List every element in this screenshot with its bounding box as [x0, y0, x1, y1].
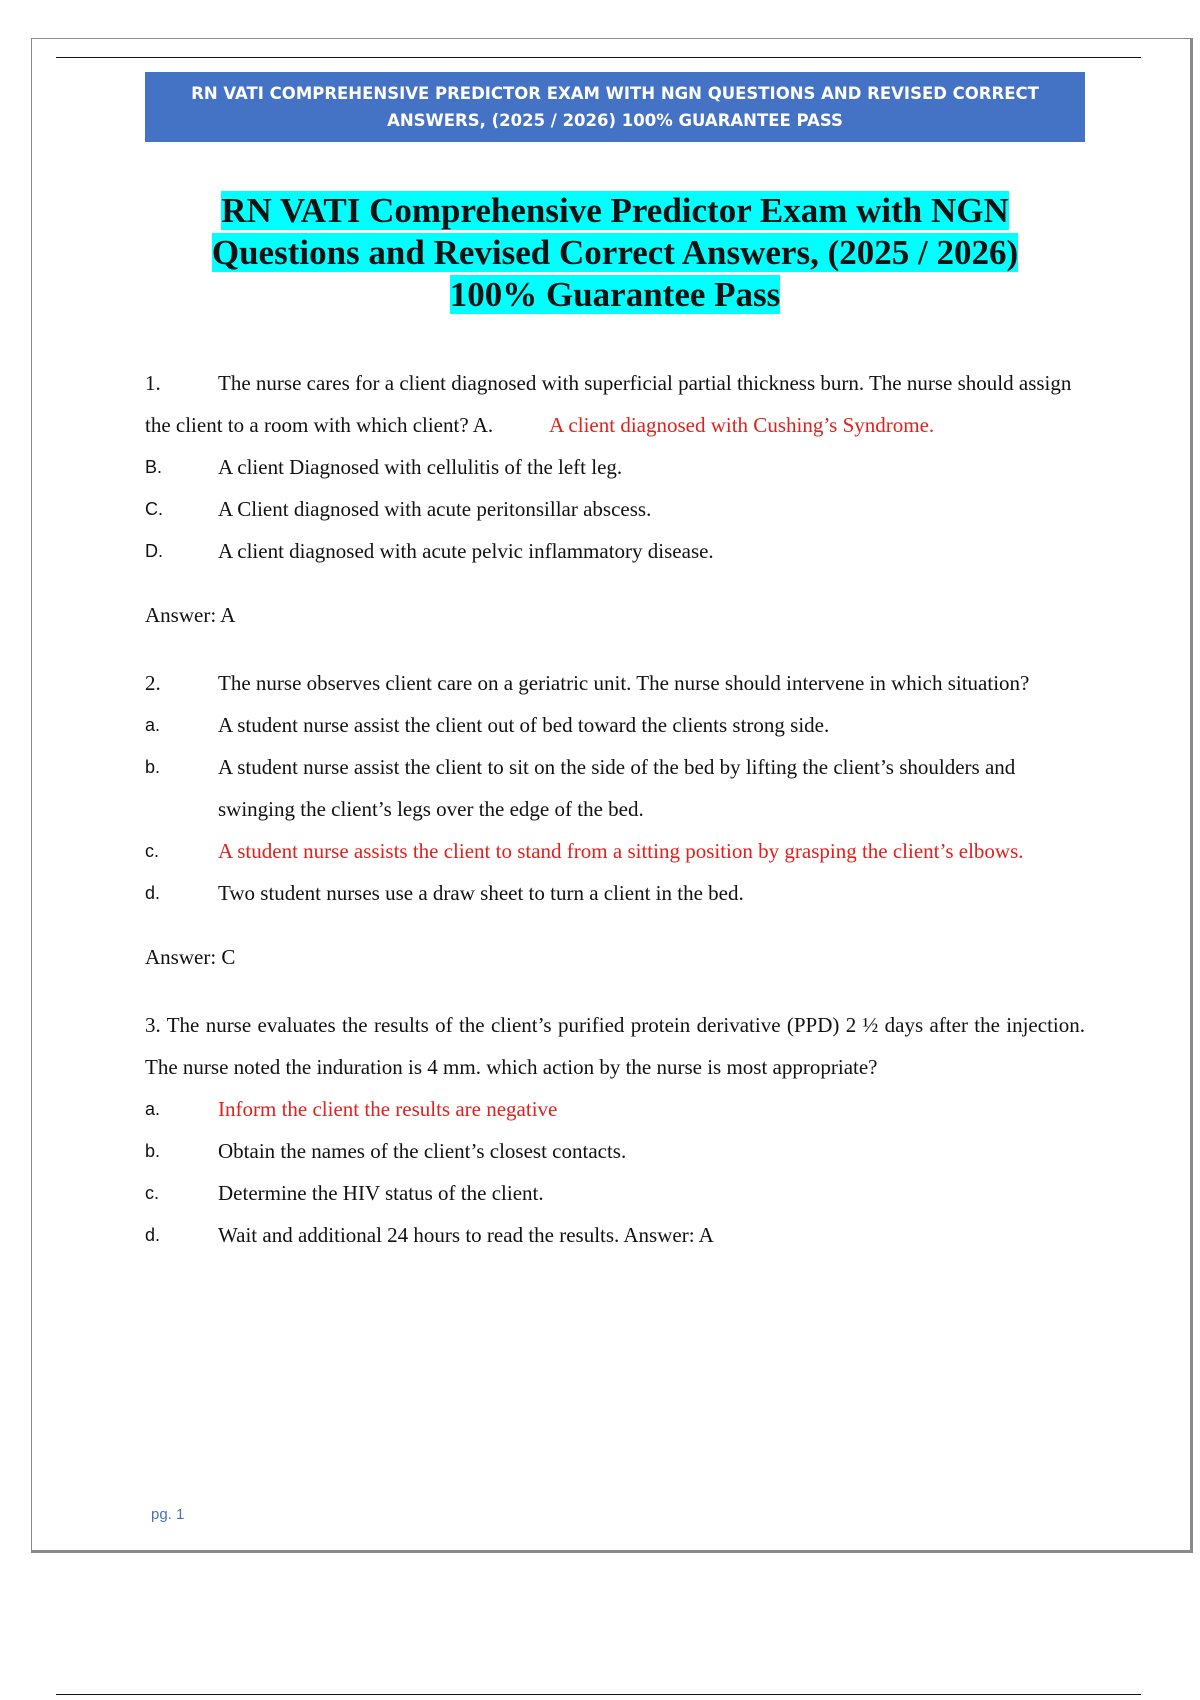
question-1-stem [145, 362, 1085, 446]
question-2-option-d [145, 872, 1085, 914]
question-1-option-a: A client diagnosed with Cushing’s Syndrome. [549, 413, 935, 437]
title-line-2: Questions and Revised Correct Answers, (2025 / 2026) [211, 233, 1019, 272]
question-3-option-d [145, 1214, 1085, 1256]
question-3-option-b [145, 1130, 1085, 1172]
option-text-correct: Inform the client the results are negative [218, 1097, 558, 1121]
option-label: b. [145, 1141, 161, 1161]
question-1-answer: Answer: A [145, 603, 236, 627]
option-label: a. [145, 715, 161, 735]
option-text: A Client diagnosed with acute peritonsillar abscess. [218, 497, 652, 521]
option-text: Wait and additional 24 hours to read the results. Answer: A [218, 1223, 714, 1247]
question-2-number: 2. [145, 671, 161, 695]
title-line-3: 100% Guarantee Pass [449, 275, 781, 314]
option-label: c. [145, 841, 160, 861]
question-2-stem [145, 662, 1085, 704]
option-text: Obtain the names of the client’s closest contacts. [218, 1139, 627, 1163]
question-1-option-b [145, 446, 1085, 488]
question-1-option-d [145, 530, 1085, 572]
option-text: A client diagnosed with acute pelvic inflammatory disease. [218, 539, 714, 563]
question-2-option-b [145, 746, 1085, 830]
header-banner [145, 72, 1085, 142]
title-line-1: RN VATI Comprehensive Predictor Exam with NGN [221, 191, 1009, 230]
option-label: B. [145, 457, 163, 477]
option-label: a. [145, 1099, 161, 1119]
question-2 [145, 662, 1085, 978]
option-label: C. [145, 499, 163, 519]
page-number: pg. 1 [151, 1506, 185, 1523]
question-1-number: 1. [145, 371, 161, 395]
header-banner-text: RN VATI COMPREHENSIVE PREDICTOR EXAM WITH NGN QUESTIONS AND REVISED CORRECT ANSWERS, (2025 / 2026) 100% GUARANTEE PASS [191, 84, 1039, 130]
question-3-option-a [145, 1088, 1085, 1130]
option-label: c. [145, 1183, 160, 1203]
option-text: A student nurse assist the client out of bed toward the clients strong side. [218, 713, 830, 737]
option-label: d. [145, 883, 161, 903]
option-text: A student nurse assist the client to sit on the side of the bed by lifting the client’s shoulders and swinging the client’s legs over the edge of the bed. [218, 755, 1016, 821]
question-2-answer: Answer: C [145, 945, 236, 969]
question-2-text: The nurse observes client care on a geriatric unit. The nurse should intervene in which situation? [218, 671, 1030, 695]
option-text: Determine the HIV status of the client. [218, 1181, 544, 1205]
question-1 [145, 362, 1085, 636]
option-label: b. [145, 757, 161, 777]
bottom-rule [56, 1694, 1141, 1695]
option-text: Two student nurses use a draw sheet to turn a client in the bed. [218, 881, 744, 905]
option-label: d. [145, 1225, 161, 1245]
question-2-option-a [145, 704, 1085, 746]
question-3 [145, 1004, 1085, 1256]
questions-section [145, 362, 1085, 1256]
option-text-correct: A student nurse assists the client to stand from a sitting position by grasping the client’s elbows. [218, 839, 1024, 863]
question-1-option-c [145, 488, 1085, 530]
question-3-option-c [145, 1172, 1085, 1214]
top-rule [56, 57, 1141, 58]
option-text: A client Diagnosed with cellulitis of the left leg. [218, 455, 623, 479]
page-title [145, 190, 1085, 316]
question-1-text: The nurse cares for a client diagnosed with superficial partial thickness burn. The nurse should assign the client to a room with which client? A. [145, 371, 1072, 437]
question-2-option-c [145, 830, 1085, 872]
question-3-stem: 3. The nurse evaluates the results of the client’s purified protein derivative (PPD) 2 ½ days after the injection. The nurse noted the induration is 4 mm. which action by the nurse is most appropriate? [145, 1013, 1085, 1079]
option-label: D. [145, 541, 163, 561]
